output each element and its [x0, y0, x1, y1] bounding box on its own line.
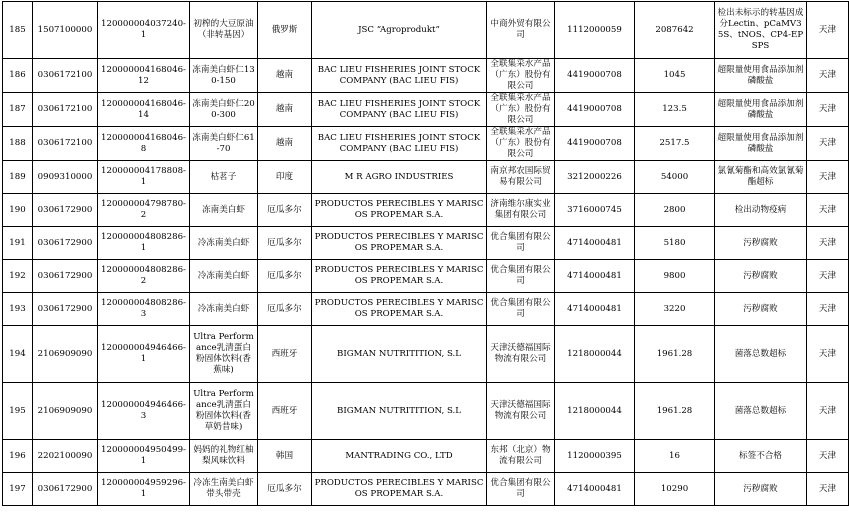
- row-number-cell: 187: [3, 93, 33, 127]
- rejected-imports-table: [2, 1, 849, 506]
- product-name-cell: 妈妈的礼物红柚梨风味饮料: [190, 440, 258, 473]
- registration-number-cell: 4714000481: [555, 227, 635, 260]
- importer-cell: 全联集采水产品（广东）股份有限公司: [487, 93, 555, 127]
- manufacturer-cell: M R AGRO INDUSTRIES: [312, 161, 487, 194]
- table-row: [3, 161, 849, 194]
- hs-code-cell: 0909310000: [33, 161, 98, 194]
- inspection-id-cell: 120000004959296-1: [98, 473, 190, 506]
- importer-cell: 天津沃德福国际物流有限公司: [487, 383, 555, 440]
- inspection-id-cell: 120000004946466-3: [98, 383, 190, 440]
- table-row: [3, 93, 849, 127]
- row-number-cell: 195: [3, 383, 33, 440]
- quantity-cell: 2800: [635, 194, 715, 227]
- registration-number-cell: 1120000395: [555, 440, 635, 473]
- product-name-cell: 冻南美白虾仁130-150: [190, 59, 258, 93]
- inspection-id-cell: 120000004178808-1: [98, 161, 190, 194]
- origin-country-cell: 厄瓜多尔: [258, 260, 312, 293]
- row-number-cell: 193: [3, 293, 33, 326]
- quantity-cell: 10290: [635, 473, 715, 506]
- quantity-cell: 1961.28: [635, 326, 715, 383]
- quantity-cell: 2517.5: [635, 127, 715, 161]
- port-cell: 天津: [807, 293, 849, 326]
- quantity-cell: 5180: [635, 227, 715, 260]
- table-row: [3, 127, 849, 161]
- inspection-id-cell: 120000004808286-1: [98, 227, 190, 260]
- product-name-cell: 冻南美白虾仁200-300: [190, 93, 258, 127]
- importer-cell: 优合集团有限公司: [487, 227, 555, 260]
- hs-code-cell: 2202100090: [33, 440, 98, 473]
- rejection-reason-cell: 污秽腐败: [715, 473, 807, 506]
- port-cell: 天津: [807, 59, 849, 93]
- manufacturer-cell: BAC LIEU FISHERIES JOINT STOCK COMPANY (BAC LIEU FIS): [312, 59, 487, 93]
- importer-cell: 优合集团有限公司: [487, 293, 555, 326]
- rejection-reason-cell: 超限量使用食品添加剂磷酸盐: [715, 93, 807, 127]
- row-number-cell: 191: [3, 227, 33, 260]
- manufacturer-cell: BIGMAN NUTRITITION, S.L: [312, 326, 487, 383]
- table-row: [3, 440, 849, 473]
- quantity-cell: 1045: [635, 59, 715, 93]
- quantity-cell: 123.5: [635, 93, 715, 127]
- registration-number-cell: 4419000708: [555, 59, 635, 93]
- rejection-reason-cell: 污秽腐败: [715, 293, 807, 326]
- origin-country-cell: 印度: [258, 161, 312, 194]
- port-cell: 天津: [807, 227, 849, 260]
- row-number-cell: 194: [3, 326, 33, 383]
- registration-number-cell: 4714000481: [555, 473, 635, 506]
- inspection-id-cell: 120000004946466-1: [98, 326, 190, 383]
- row-number-cell: 185: [3, 2, 33, 59]
- inspection-id-cell: 120000004950499-1: [98, 440, 190, 473]
- rejection-reason-cell: 超限量使用食品添加剂磷酸盐: [715, 127, 807, 161]
- hs-code-cell: 0306172100: [33, 93, 98, 127]
- registration-number-cell: 4714000481: [555, 293, 635, 326]
- manufacturer-cell: PRODUCTOS PERECIBLES Y MARISCOS PROPEMAR S.A.: [312, 227, 487, 260]
- row-number-cell: 189: [3, 161, 33, 194]
- row-number-cell: 188: [3, 127, 33, 161]
- product-name-cell: Ultra Performance乳清蛋白粉固体饮料(香草奶昔味): [190, 383, 258, 440]
- registration-number-cell: 1218000044: [555, 326, 635, 383]
- origin-country-cell: 厄瓜多尔: [258, 473, 312, 506]
- quantity-cell: 2087642: [635, 2, 715, 59]
- port-cell: 天津: [807, 2, 849, 59]
- importer-cell: 全联集采水产品（广东）股份有限公司: [487, 127, 555, 161]
- rejection-reason-cell: 污秽腐败: [715, 227, 807, 260]
- rejection-reason-cell: 检出未标示的转基因成分Lectin、pCaMV35S、tNOS、CP4-EPSPS: [715, 2, 807, 59]
- row-number-cell: 192: [3, 260, 33, 293]
- row-number-cell: 190: [3, 194, 33, 227]
- quantity-cell: 9800: [635, 260, 715, 293]
- rejection-reason-cell: 标签不合格: [715, 440, 807, 473]
- importer-cell: 优合集团有限公司: [487, 473, 555, 506]
- importer-cell: 天津沃德福国际物流有限公司: [487, 326, 555, 383]
- table-row: [3, 194, 849, 227]
- origin-country-cell: 越南: [258, 93, 312, 127]
- registration-number-cell: 3212000226: [555, 161, 635, 194]
- manufacturer-cell: PRODUCTOS PERECIBLES Y MARISCOS PROPEMAR S.A.: [312, 293, 487, 326]
- quantity-cell: 3220: [635, 293, 715, 326]
- rejection-reason-cell: 污秽腐败: [715, 260, 807, 293]
- quantity-cell: 16: [635, 440, 715, 473]
- manufacturer-cell: PRODUCTOS PERECIBLES Y MARISCOS PROPEMAR S.A.: [312, 473, 487, 506]
- origin-country-cell: 厄瓜多尔: [258, 227, 312, 260]
- table-row: [3, 326, 849, 383]
- row-number-cell: 186: [3, 59, 33, 93]
- inspection-id-cell: 120000004808286-3: [98, 293, 190, 326]
- table-row: [3, 293, 849, 326]
- product-name-cell: 冻南美白虾仁61-70: [190, 127, 258, 161]
- product-name-cell: 枯茗子: [190, 161, 258, 194]
- product-name-cell: 冷冻生南美白虾带头带壳: [190, 473, 258, 506]
- inspection-id-cell: 120000004798780-2: [98, 194, 190, 227]
- origin-country-cell: 西班牙: [258, 326, 312, 383]
- port-cell: 天津: [807, 260, 849, 293]
- manufacturer-cell: PRODUCTOS PERECIBLES Y MARISCOS PROPEMAR S.A.: [312, 194, 487, 227]
- port-cell: 天津: [807, 440, 849, 473]
- inspection-id-cell: 120000004037240-1: [98, 2, 190, 59]
- registration-number-cell: 3716000745: [555, 194, 635, 227]
- hs-code-cell: 0306172900: [33, 473, 98, 506]
- importer-cell: 济南维尔康实业集团有限公司: [487, 194, 555, 227]
- table-row: [3, 260, 849, 293]
- hs-code-cell: 0306172900: [33, 293, 98, 326]
- rejection-reason-cell: 氯氰菊酯和高效氯氰菊酯超标: [715, 161, 807, 194]
- origin-country-cell: 越南: [258, 127, 312, 161]
- product-name-cell: 冷冻南美白虾: [190, 227, 258, 260]
- manufacturer-cell: MANTRADING CO., LTD: [312, 440, 487, 473]
- registration-number-cell: 4419000708: [555, 127, 635, 161]
- port-cell: 天津: [807, 93, 849, 127]
- product-name-cell: 初榨的大豆原油（非转基因）: [190, 2, 258, 59]
- manufacturer-cell: JSC “Agroprodukt”: [312, 2, 487, 59]
- hs-code-cell: 2106909090: [33, 326, 98, 383]
- registration-number-cell: 4714000481: [555, 260, 635, 293]
- hs-code-cell: 1507100000: [33, 2, 98, 59]
- origin-country-cell: 越南: [258, 59, 312, 93]
- inspection-id-cell: 120000004168046-12: [98, 59, 190, 93]
- manufacturer-cell: BAC LIEU FISHERIES JOINT STOCK COMPANY (BAC LIEU FIS): [312, 127, 487, 161]
- port-cell: 天津: [807, 326, 849, 383]
- port-cell: 天津: [807, 473, 849, 506]
- hs-code-cell: 2106909090: [33, 383, 98, 440]
- product-name-cell: 冷冻南美白虾: [190, 260, 258, 293]
- table-row: [3, 383, 849, 440]
- table-row: [3, 2, 849, 59]
- hs-code-cell: 0306172100: [33, 59, 98, 93]
- hs-code-cell: 0306172900: [33, 260, 98, 293]
- port-cell: 天津: [807, 194, 849, 227]
- hs-code-cell: 0306172100: [33, 127, 98, 161]
- quantity-cell: 1961.28: [635, 383, 715, 440]
- origin-country-cell: 韩国: [258, 440, 312, 473]
- importer-cell: 优合集团有限公司: [487, 260, 555, 293]
- quantity-cell: 54000: [635, 161, 715, 194]
- port-cell: 天津: [807, 383, 849, 440]
- table-row: [3, 59, 849, 93]
- table-row: [3, 473, 849, 506]
- rejection-reason-cell: 检出动物疫病: [715, 194, 807, 227]
- product-name-cell: 冷冻南美白虾: [190, 293, 258, 326]
- product-name-cell: 冻南美白虾: [190, 194, 258, 227]
- row-number-cell: 196: [3, 440, 33, 473]
- rejection-reason-cell: 超限量使用食品添加剂磷酸盐: [715, 59, 807, 93]
- manufacturer-cell: BAC LIEU FISHERIES JOINT STOCK COMPANY (BAC LIEU FIS): [312, 93, 487, 127]
- importer-cell: 中商外贸有限公司: [487, 2, 555, 59]
- origin-country-cell: 俄罗斯: [258, 2, 312, 59]
- inspection-id-cell: 120000004168046-8: [98, 127, 190, 161]
- importer-cell: 全联集采水产品（广东）股份有限公司: [487, 59, 555, 93]
- registration-number-cell: 1112000059: [555, 2, 635, 59]
- origin-country-cell: 厄瓜多尔: [258, 293, 312, 326]
- hs-code-cell: 0306172900: [33, 227, 98, 260]
- inspection-id-cell: 120000004808286-2: [98, 260, 190, 293]
- registration-number-cell: 4419000708: [555, 93, 635, 127]
- hs-code-cell: 0306172900: [33, 194, 98, 227]
- manufacturer-cell: PRODUCTOS PERECIBLES Y MARISCOS PROPEMAR S.A.: [312, 260, 487, 293]
- product-name-cell: Ultra Performance乳清蛋白粉固体饮料(香蕉味): [190, 326, 258, 383]
- manufacturer-cell: BIGMAN NUTRITITION, S.L: [312, 383, 487, 440]
- rejection-reason-cell: 菌落总数超标: [715, 383, 807, 440]
- origin-country-cell: 西班牙: [258, 383, 312, 440]
- importer-cell: 东邦（北京）物流有限公司: [487, 440, 555, 473]
- row-number-cell: 197: [3, 473, 33, 506]
- origin-country-cell: 厄瓜多尔: [258, 194, 312, 227]
- port-cell: 天津: [807, 127, 849, 161]
- port-cell: 天津: [807, 161, 849, 194]
- table-row: [3, 227, 849, 260]
- inspection-id-cell: 120000004168046-14: [98, 93, 190, 127]
- importer-cell: 南京邦农国际贸易有限公司: [487, 161, 555, 194]
- rejection-reason-cell: 菌落总数超标: [715, 326, 807, 383]
- registration-number-cell: 1218000044: [555, 383, 635, 440]
